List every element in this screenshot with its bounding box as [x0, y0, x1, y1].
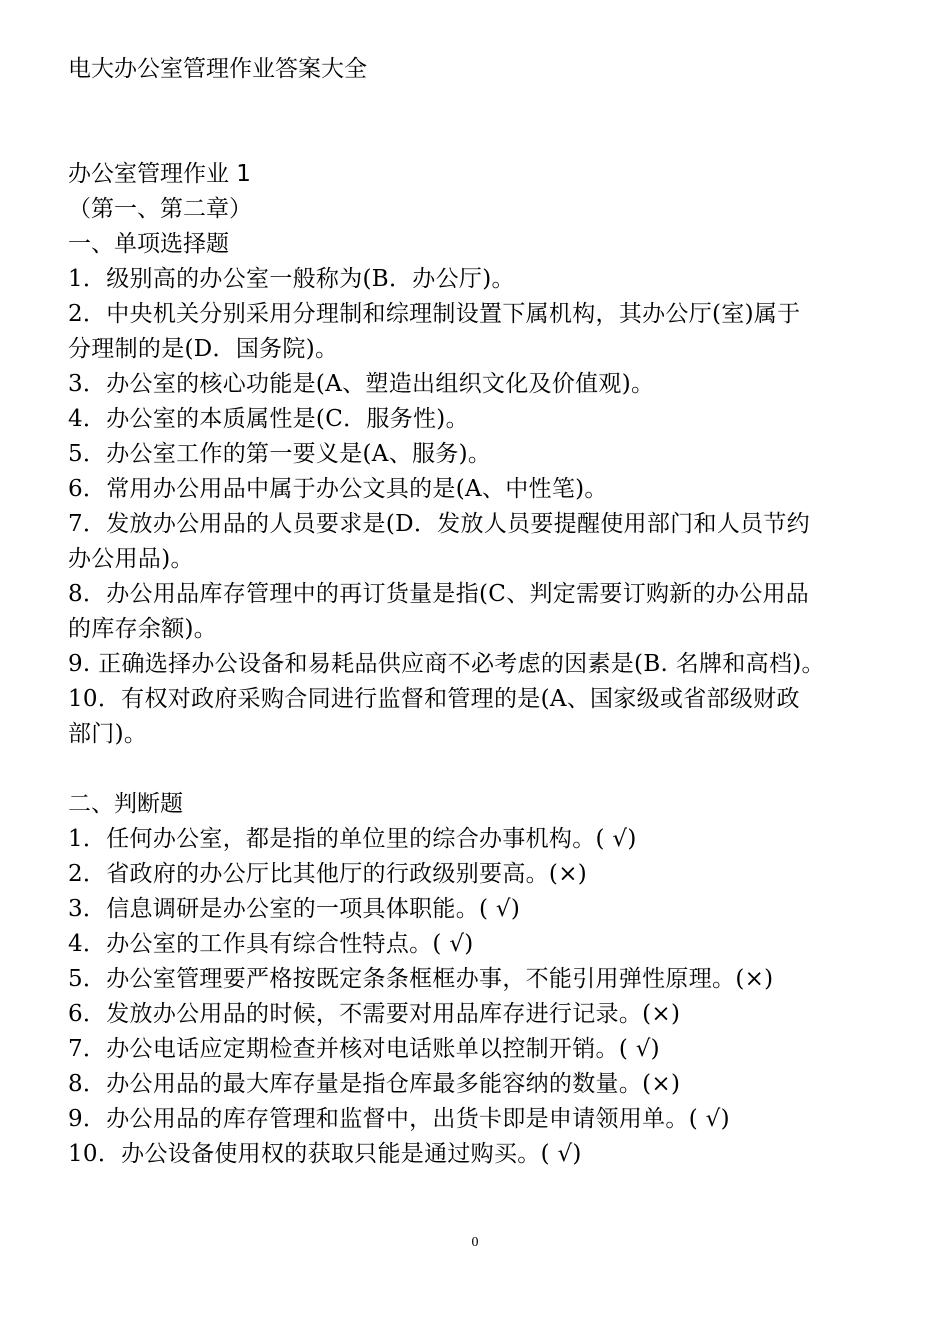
judgement-item: 6．发放办公用品的时候，不需要对用品库存进行记录。(×) — [68, 1001, 681, 1027]
question-line: 10．有权对政府采购合同进行监督和管理的是(A、国家级或省部级财政 — [68, 686, 800, 712]
section-heading-single-choice: 一、单项选择题 — [68, 231, 229, 257]
question-item — [68, 437, 880, 472]
page-number: 0 — [471, 1235, 479, 1250]
judgement-item: 10．办公设备使用权的获取只能是通过购买。( √) — [68, 1141, 582, 1167]
question-item — [68, 682, 880, 752]
question-line: 7．发放办公用品的人员要求是(D．发放人员要提醒使用部门和人员节约 — [68, 511, 810, 537]
question-item — [68, 577, 880, 647]
question-line: 4．办公室的本质属性是(C．服务性)。 — [68, 406, 469, 432]
question-line: 办公用品)。 — [68, 546, 194, 572]
question-line: 部门)。 — [68, 721, 148, 747]
page-content — [68, 52, 880, 1172]
question-item — [68, 297, 880, 367]
question-line: 9. 正确选择办公设备和易耗品供应商不必考虑的因素是(B. 名牌和高档)。 — [68, 651, 825, 677]
judgement-item: 1．任何办公室，都是指的单位里的综合办事机构。( √) — [68, 826, 637, 852]
question-line: 分理制的是(D．国务院)。 — [68, 336, 339, 362]
spacer — [68, 752, 880, 787]
judgement-item: 4．办公室的工作具有综合性特点。( √) — [68, 931, 474, 957]
judgement-item: 8．办公用品的最大库存量是指仓库最多能容纳的数量。(×) — [68, 1071, 681, 1097]
question-line: 5．办公室工作的第一要义是(A、服务)。 — [68, 441, 492, 467]
question-line: 2．中央机关分别采用分理制和综理制设置下属机构，其办公厅(室)属于 — [68, 301, 801, 327]
question-item — [68, 507, 880, 577]
question-item — [68, 647, 880, 682]
question-line: 3．办公室的核心功能是(A、塑造出组织文化及价值观)。 — [68, 371, 655, 397]
section-heading-true-false: 二、判断题 — [68, 791, 183, 817]
assignment-title: 办公室管理作业 1 — [68, 161, 251, 187]
chapter-range: （第一、第二章） — [68, 196, 252, 222]
question-line: 1．级别高的办公室一般称为(B．办公厅)。 — [68, 266, 515, 292]
question-line: 6．常用办公用品中属于办公文具的是(A、中性笔)。 — [68, 476, 608, 502]
question-item — [68, 402, 880, 437]
judgement-item: 9．办公用品的库存管理和监督中，出货卡即是申请领用单。( √) — [68, 1106, 730, 1132]
judgement-item: 2．省政府的办公厅比其他厅的行政级别要高。(×) — [68, 861, 588, 887]
spacer — [68, 87, 880, 157]
true-false-list — [68, 822, 880, 1172]
judgement-item: 5．办公室管理要严格按既定条条框框办事，不能引用弹性原理。(×) — [68, 966, 774, 992]
question-item — [68, 262, 880, 297]
question-line: 8．办公用品库存管理中的再订货量是指(C、判定需要订购新的办公用品 — [68, 581, 810, 607]
judgement-item: 7．办公电话应定期检查并核对电话账单以控制开销。( √) — [68, 1036, 660, 1062]
document-title: 电大办公室管理作业答案大全 — [68, 56, 367, 82]
question-line: 的库存余额)。 — [68, 616, 218, 642]
question-item — [68, 472, 880, 507]
judgement-item: 3．信息调研是办公室的一项具体职能。( √) — [68, 896, 521, 922]
single-choice-list — [68, 262, 880, 752]
question-item — [68, 367, 880, 402]
